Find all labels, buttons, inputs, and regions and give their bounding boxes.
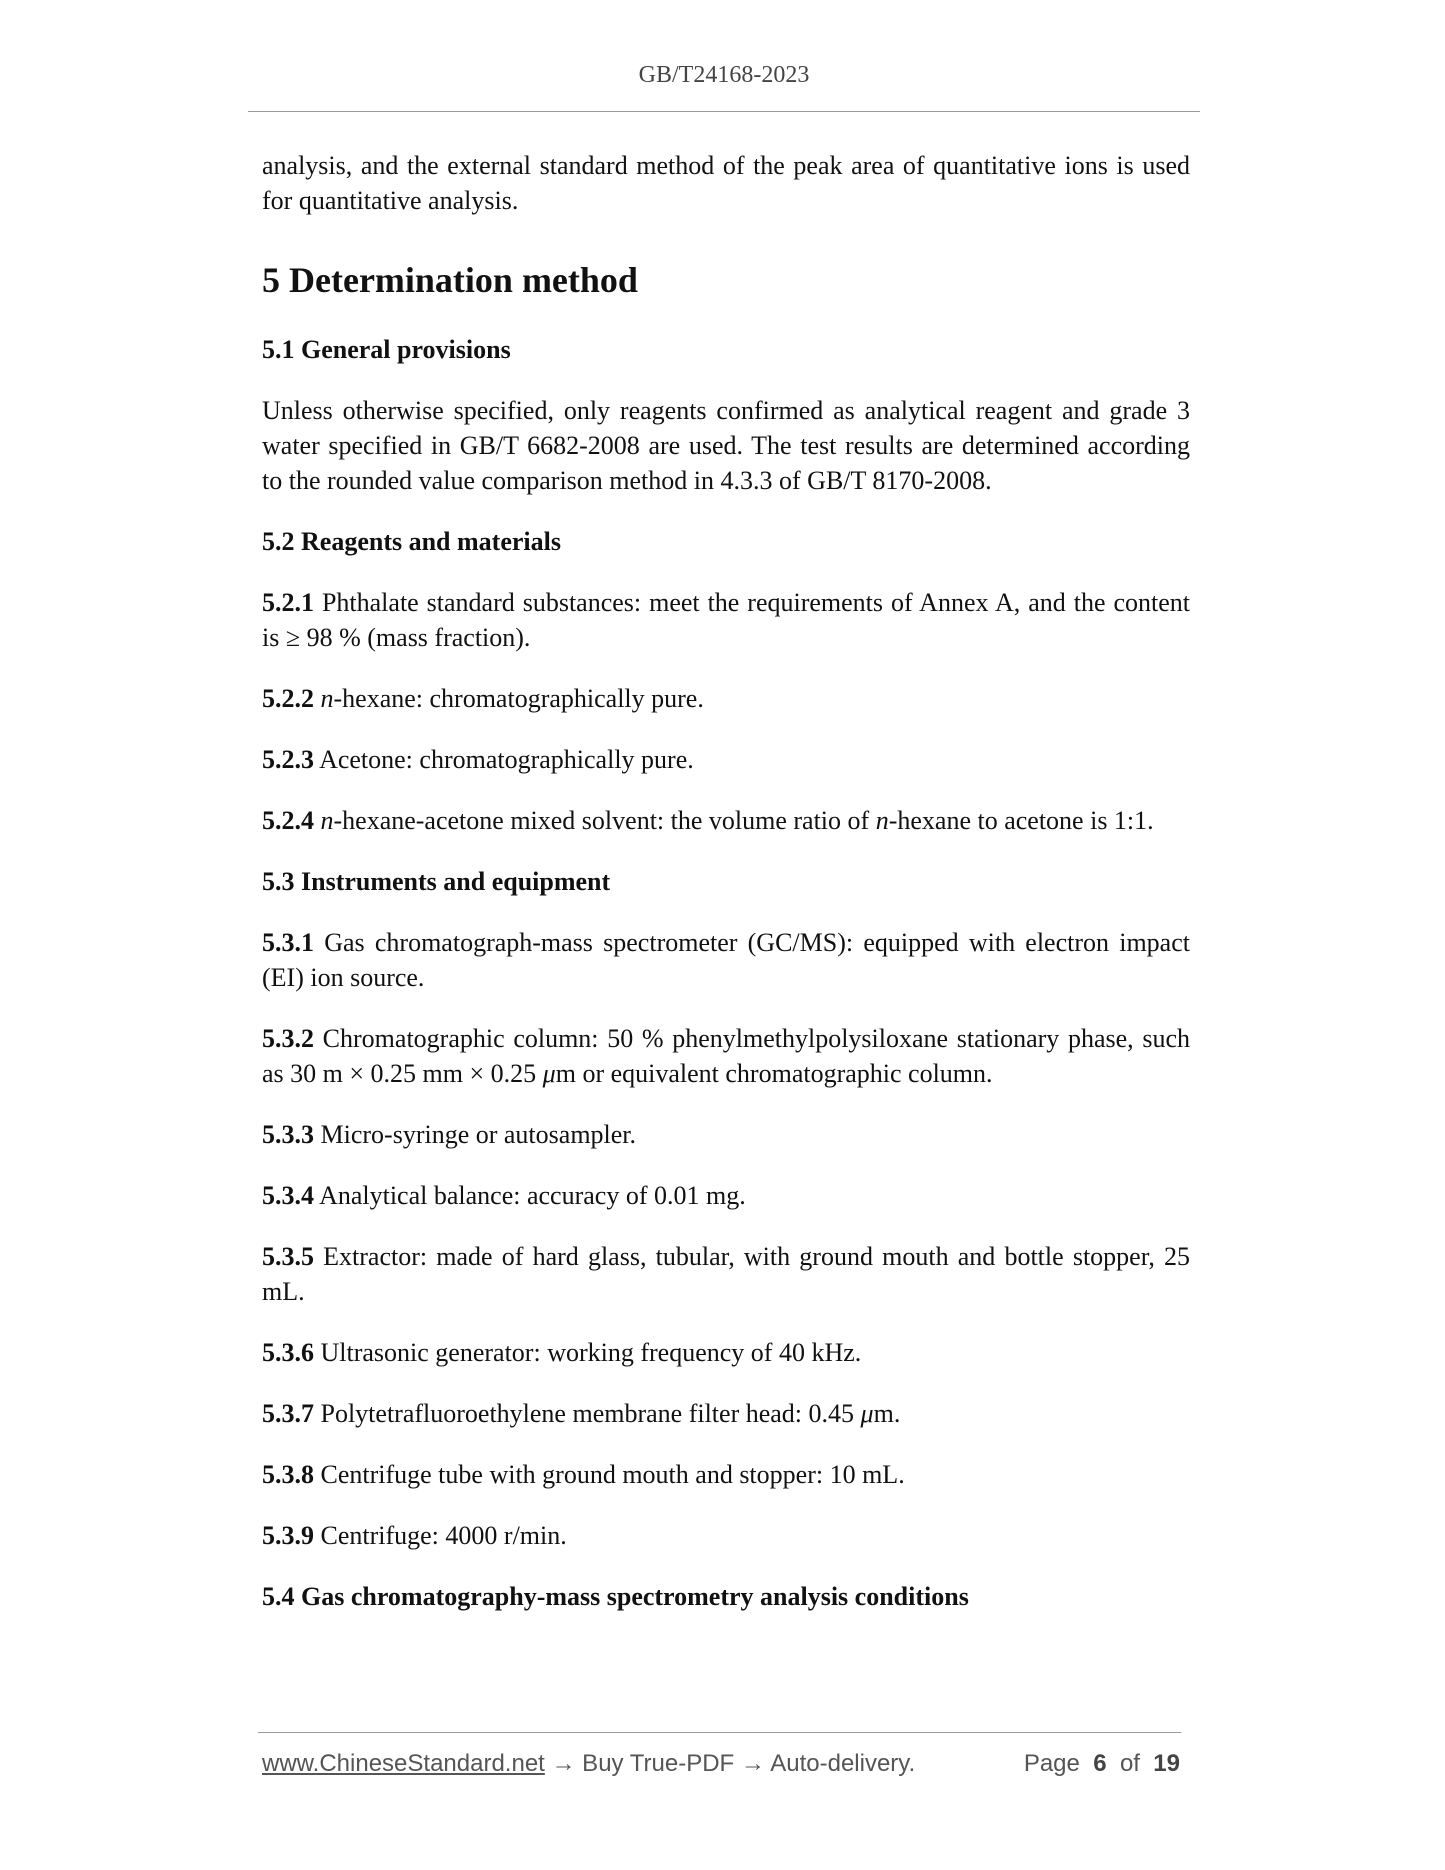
clause-5-3-9 <box>262 1518 1190 1553</box>
clause-text-mid: -hexane-acetone mixed solvent: the volume ratio of <box>333 806 876 835</box>
clause-number: 5.3.8 <box>262 1460 314 1489</box>
page-total: 19 <box>1153 1750 1180 1777</box>
clause-text: Acetone: chromatographically pure. <box>314 745 694 774</box>
italic-n: n <box>875 806 889 835</box>
clause-5-3-2 <box>262 1021 1190 1091</box>
footer-promo <box>262 1750 915 1778</box>
clause-number: 5.2.4 <box>262 806 314 835</box>
italic-mu: μ <box>542 1059 556 1088</box>
heading-5-2: 5.2 Reagents and materials <box>262 527 561 556</box>
heading-5-3: 5.3 Instruments and equipment <box>262 867 611 896</box>
clause-text: Phthalate standard substances: meet the requirements of Annex A, and the content is ≥ 98 % (mass fraction). <box>262 588 1190 652</box>
page-indicator <box>1024 1750 1180 1778</box>
clause-5-3-8 <box>262 1457 1190 1492</box>
clause-text: Polytetrafluoroethylene membrane filter head: 0.45 <box>314 1399 861 1428</box>
heading-5-4: 5.4 Gas chromatography-mass spectrometry analysis conditions <box>262 1582 969 1611</box>
clause-text: Ultrasonic generator: working frequency of 40 kHz. <box>314 1338 862 1367</box>
clause-number: 5.2.2 <box>262 684 314 713</box>
clause-text: Centrifuge: 4000 r/min. <box>314 1521 567 1550</box>
clause-number: 5.3.1 <box>262 928 314 957</box>
clause-number: 5.3.6 <box>262 1338 314 1367</box>
clause-5-3-6 <box>262 1335 1190 1370</box>
clause-text: Micro-syringe or autosampler. <box>314 1120 637 1149</box>
clause-5-3-4 <box>262 1178 1190 1213</box>
clause-5-2-3 <box>262 742 1190 777</box>
italic-n: n <box>320 684 334 713</box>
clause-number: 5.3.2 <box>262 1024 314 1053</box>
clause-text: Chromatographic column: 50 % phenylmethylpolysiloxane stationary phase, such as 30 m × 0.25 mm × 0.25 <box>262 1024 1190 1088</box>
footer-tagline: → Buy True-PDF → Auto-delivery. <box>544 1750 916 1777</box>
clause-text: Analytical balance: accuracy of 0.01 mg. <box>314 1181 746 1210</box>
clause-number: 5.3.5 <box>262 1242 314 1271</box>
clause-text-tail: m or equivalent chromatographic column. <box>555 1059 993 1088</box>
clause-text-tail: m. <box>873 1399 901 1428</box>
clause-text: Gas chromatograph-mass spectrometer (GC/MS): equipped with electron impact (EI) ion source. <box>262 928 1190 992</box>
clause-5-2-2 <box>262 681 1190 716</box>
clause-text: -hexane: chromatographically pure. <box>333 684 704 713</box>
italic-n: n <box>320 806 334 835</box>
clause-text: Centrifuge tube with ground mouth and stopper: 10 mL. <box>314 1460 905 1489</box>
clause-number: 5.2.3 <box>262 745 314 774</box>
page-content <box>262 148 1190 1640</box>
clause-5-3-3 <box>262 1117 1190 1152</box>
clause-5-2-1 <box>262 585 1190 655</box>
clause-number: 5.3.9 <box>262 1521 314 1550</box>
of-label: of <box>1119 1750 1140 1777</box>
italic-mu: μ <box>860 1399 874 1428</box>
clause-number: 5.3.3 <box>262 1120 314 1149</box>
section-title: 5 Determination method <box>262 260 638 300</box>
heading-5-1: 5.1 General provisions <box>262 335 511 364</box>
website-link[interactable]: www.ChineseStandard.net <box>262 1750 545 1777</box>
page-number: 6 <box>1093 1750 1107 1777</box>
footer-divider <box>258 1732 1181 1733</box>
header-divider <box>248 111 1200 112</box>
document-code-header: GB/T24168-2023 <box>638 62 810 88</box>
clause-5-3-1 <box>262 925 1190 995</box>
clause-text: -hexane to acetone is 1:1. <box>888 806 1154 835</box>
clause-5-3-7 <box>262 1396 1190 1431</box>
general-provisions-text: Unless otherwise specified, only reagents confirmed as analytical reagent and grade 3 water specified in GB/T 6682-2008 are used. The test results are determined according to the rounded value comparison method in 4.3.3 of GB/T 8170-2008. <box>262 396 1190 495</box>
clause-number: 5.2.1 <box>262 588 314 617</box>
clause-5-3-5 <box>262 1239 1190 1309</box>
page-label: Page <box>1023 1750 1080 1777</box>
intro-paragraph: analysis, and the external standard method of the peak area of quantitative ions is used for quantitative analysis. <box>262 151 1190 215</box>
clause-text: Extractor: made of hard glass, tubular, with ground mouth and bottle stopper, 25 mL. <box>262 1242 1190 1306</box>
clause-5-2-4 <box>262 803 1190 838</box>
clause-number: 5.3.7 <box>262 1399 314 1428</box>
clause-number: 5.3.4 <box>262 1181 314 1210</box>
